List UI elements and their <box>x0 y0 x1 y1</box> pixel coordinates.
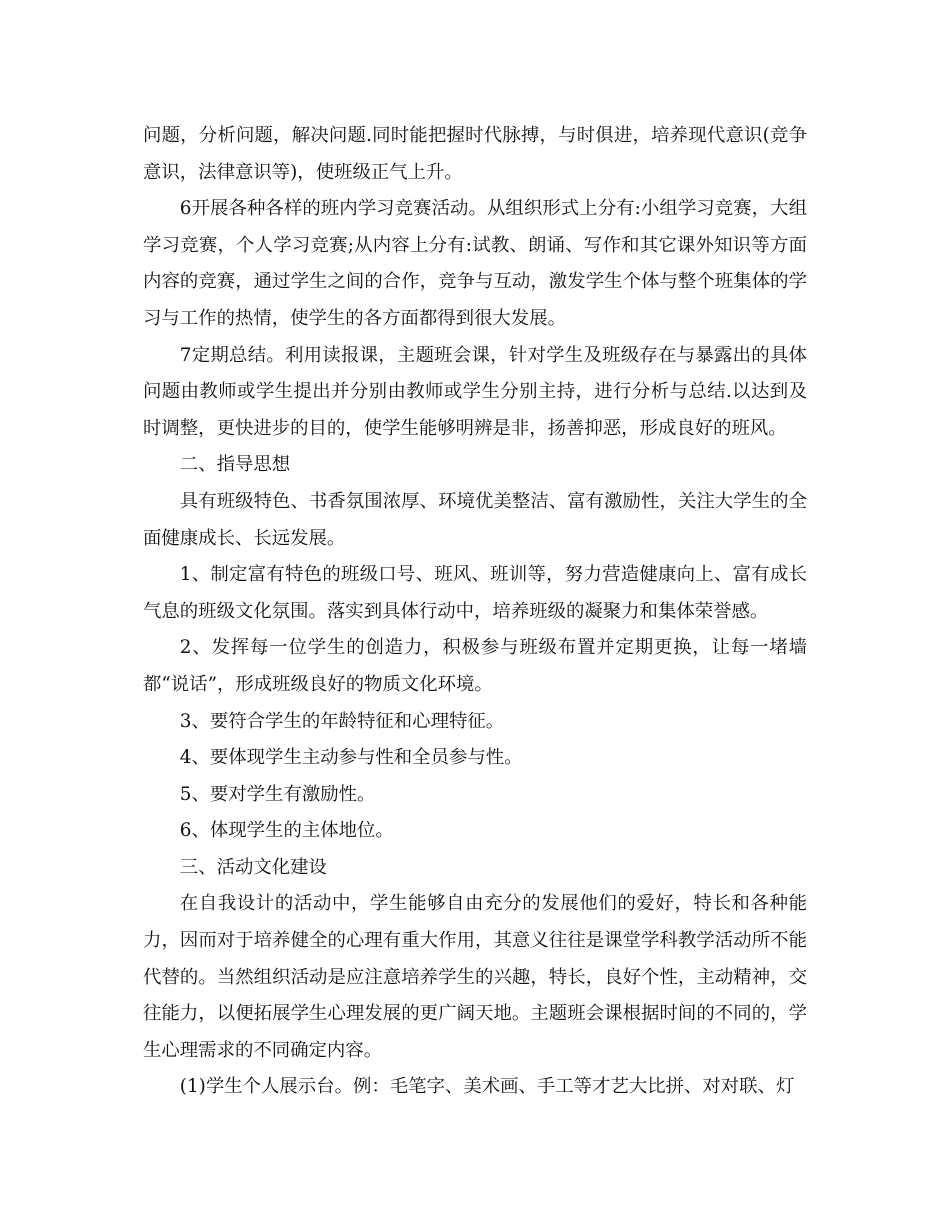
section-heading-guiding-thought: 二、指导思想 <box>179 454 291 476</box>
paragraph-3: 7定期总结。利用读报课，主题班会课，针对学生及班级存在与暴露出的具体问题由教师或学生提出并分别由教师或学生分别主持，进行分析与总结.以达到及时调整，更快进步的目的，使学生能够明辨是非，扬善抑恶，形成良好的班风。 <box>143 344 807 439</box>
paragraph-5: 具有班级特色、书香氛围浓厚、环境优美整洁、富有激励性，关注大学生的全面健康成长、长远发展。 <box>143 490 807 549</box>
paragraph-13: 在自我设计的活动中，学生能够自由充分的发展他们的爱好，特长和各种能力，因而对于培养健全的心理有重大作用，其意义往往是课堂学科教学活动所不能代替的。当然组织活动是应注意培养学生的兴趣，特长，良好个性，主动精神，交往能力，以便拓展学生心理发展的更广阔天地。主题班会课根据时间的不同的，学生心理需求的不同确定内容。 <box>143 893 807 1061</box>
paragraph-14: (1)学生个人展示台。例：毛笔字、美术画、手工等才艺大比拼、对对联、灯 <box>179 1076 795 1098</box>
list-item-4: 4、要体现学生主动参与性和全员参与性。 <box>179 747 523 769</box>
list-item-3: 3、要符合学生的年龄特征和心理特征。 <box>179 710 505 732</box>
paragraph-1: 问题，分析问题，解决问题.同时能把握时代脉搏，与时俱进，培养现代意识(竞争意识，法律意识等)，使班级正气上升。 <box>143 125 807 183</box>
paragraph-2: 6开展各种各样的班内学习竞赛活动。从组织形式上分有:小组学习竞赛，大组学习竞赛，个人学习竞赛;从内容上分有:试教、朗诵、写作和其它课外知识等方面内容的竞赛，通过学生之间的合作，竞争与互动，激发学生个体与整个班集体的学习与工作的热情，使学生的各方面都得到很大发展。 <box>143 198 807 329</box>
list-item-5: 5、要对学生有激励性。 <box>179 783 376 805</box>
document-body <box>143 118 807 1106</box>
list-item-6: 6、体现学生的主体地位。 <box>179 820 394 842</box>
section-heading-activity-culture: 三、活动文化建设 <box>179 856 327 878</box>
list-item-1: 1、制定富有特色的班级口号、班风、班训等，努力营造健康向上、富有成长气息的班级文化氛围。落实到具体行动中，培养班级的凝聚力和集体荣誉感。 <box>143 564 807 622</box>
list-item-2: 2、发挥每一位学生的创造力，积极参与班级布置并定期更换，让每一堵墙都“说话”，形成班级良好的物质文化环境。 <box>143 637 807 695</box>
